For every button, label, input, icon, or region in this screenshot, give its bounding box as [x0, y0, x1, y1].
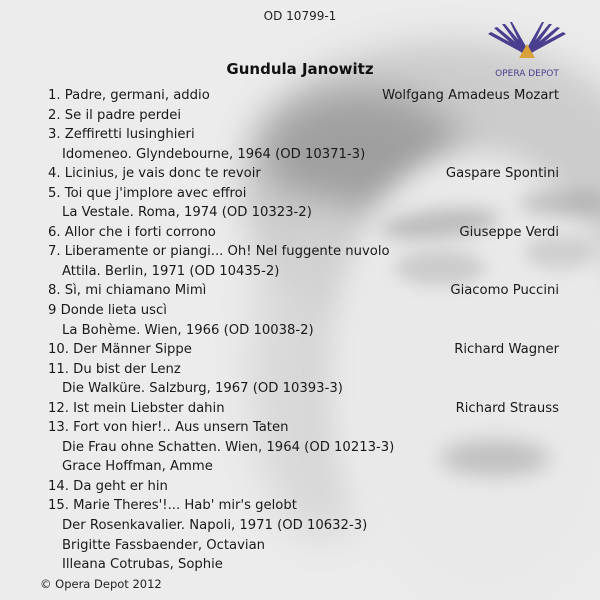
track-row [48, 301, 568, 321]
catalog-number: OD 10799-1 [263, 9, 337, 23]
artist-title: Gundula Janowitz [226, 60, 374, 78]
track-title: 8. Sì, mi chiamano Mimì [48, 283, 207, 299]
track-row [48, 340, 568, 360]
track-details: Idomeneo. Glyndebourne, 1964 (OD 10371-3) [62, 146, 366, 162]
track-title: 13. Fort von hier!.. Aus unsern Taten [48, 420, 289, 436]
track-title: 5. Toi que j'implore avec effroi [48, 185, 247, 201]
track-row [48, 438, 568, 458]
track-details: La Bohème. Wien, 1966 (OD 10038-2) [62, 322, 314, 338]
track-row [48, 555, 568, 575]
track-row [48, 145, 568, 165]
track-row [48, 262, 568, 282]
track-row [48, 106, 568, 126]
track-row [48, 242, 568, 262]
track-row [48, 86, 568, 106]
track-title: 4. Licinius, je vais donc te revoir [48, 166, 261, 182]
composer-name: Richard Strauss [455, 400, 559, 416]
track-row [48, 360, 568, 380]
track-details: Brigitte Fassbaender, Octavian [62, 537, 266, 553]
track-details: La Vestale. Roma, 1974 (OD 10323-2) [62, 205, 312, 221]
track-row [48, 321, 568, 341]
track-row [48, 477, 568, 497]
composer-name: Giuseppe Verdi [459, 224, 559, 240]
track-details: Der Rosenkavalier. Napoli, 1971 (OD 10632-3) [62, 518, 368, 534]
track-row [48, 184, 568, 204]
track-row [48, 203, 568, 223]
track-row [48, 125, 568, 145]
track-title: 2. Se il padre perdei [48, 107, 182, 123]
track-title: 9 Donde lieta uscì [48, 303, 167, 319]
opera-depot-logo [482, 16, 572, 86]
composer-name: Gaspare Spontini [445, 166, 559, 182]
track-row [48, 536, 568, 556]
track-title: 15. Marie Theres'!... Hab' mir's gelobt [48, 498, 297, 514]
track-details: Die Frau ohne Schatten. Wien, 1964 (OD 10213-3) [62, 439, 395, 455]
composer-name: Giacomo Puccini [450, 283, 559, 299]
track-row [48, 496, 568, 516]
track-title: 6. Allor che i forti corrono [48, 224, 216, 240]
track-title: 12. Ist mein Liebster dahin [48, 400, 225, 416]
track-details: Attila. Berlin, 1971 (OD 10435-2) [62, 263, 280, 279]
track-row [48, 379, 568, 399]
logo-text: OPERA DEPOT [495, 69, 559, 79]
track-row [48, 457, 568, 477]
track-title: 11. Du bist der Lenz [48, 361, 181, 377]
track-row [48, 399, 568, 419]
track-row [48, 223, 568, 243]
track-title: 7. Liberamente or piangi... Oh! Nel fuggente nuvolo [48, 244, 390, 260]
track-title: 14. Da geht er hin [48, 478, 168, 494]
track-row [48, 164, 568, 184]
track-title: 3. Zeffiretti lusinghieri [48, 127, 195, 143]
composer-name: Wolfgang Amadeus Mozart [382, 88, 559, 103]
track-row [48, 418, 568, 438]
track-title: 1. Padre, germani, addio [48, 88, 210, 103]
track-title: 10. Der Männer Sippe [48, 342, 192, 358]
track-row [48, 516, 568, 536]
track-list [48, 86, 568, 575]
track-details: Grace Hoffman, Amme [62, 459, 213, 475]
track-row [48, 281, 568, 301]
track-details: Die Walküre. Salzburg, 1967 (OD 10393-3) [62, 381, 343, 397]
composer-name: Richard Wagner [454, 342, 559, 358]
copyright: © Opera Depot 2012 [40, 577, 162, 591]
track-details: Illeana Cotrubas, Sophie [62, 557, 223, 573]
